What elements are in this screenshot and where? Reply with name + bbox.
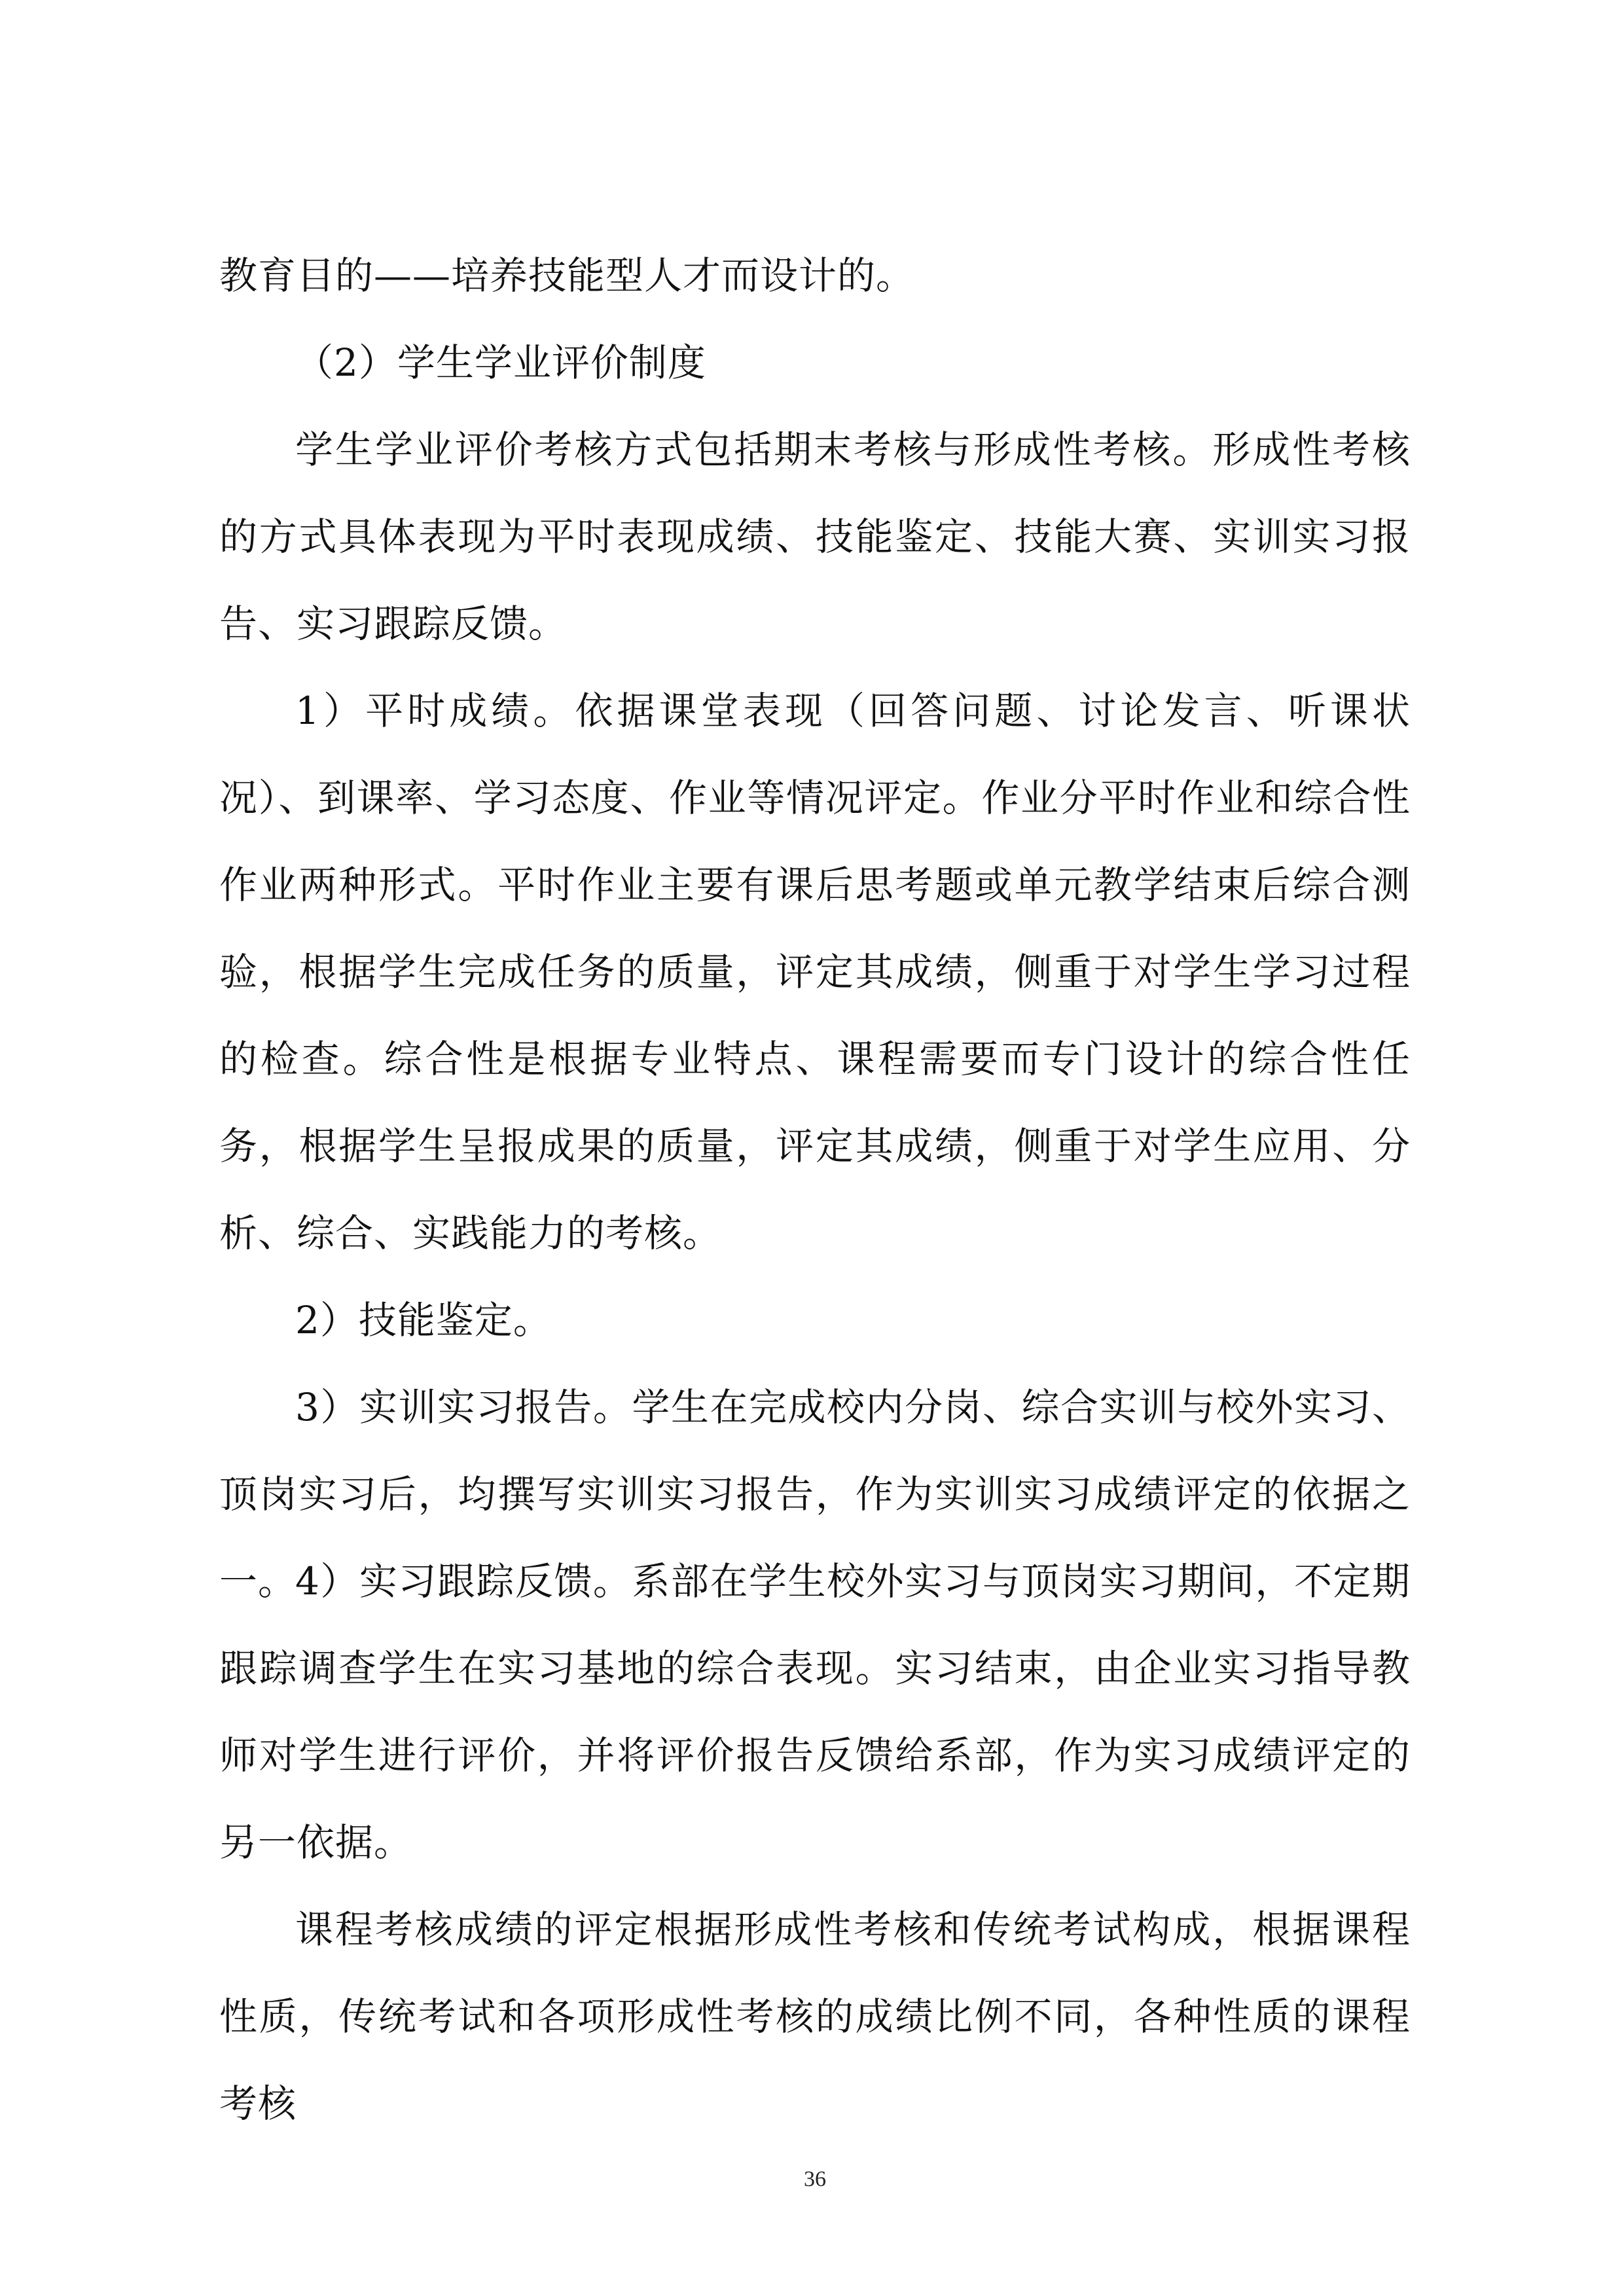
page-number: 36: [804, 2167, 826, 2191]
document-page: [219, 0, 1411, 2296]
paragraph-internship-report: 3）实训实习报告。学生在完成校内分岗、综合实训与校外实习、顶岗实习后，均撰写实训实习报告，作为实训实习成绩评定的依据之一。: [219, 1385, 1411, 1604]
paragraph-course-assessment: 课程考核成绩的评定根据形成性考核和传统考试构成，根据课程性质，传统考试和各项形成性考核的成绩比例不同，各种性质的课程考核: [219, 1907, 1411, 2126]
paragraph-regular-grades: 1）平时成绩。依据课堂表现（回答问题、讨论发言、听课状况）、到课率、学习态度、作业等情况评定。作业分平时作业和综合性作业两种形式。平时作业主要有课后思考题或单元教学结束后综合测验，根据学生完成任务的质量，评定其成绩，侧重于对学生学习过程的检查。综合性是根据专业特点、课程需要而专门设计的综合性任务，根据学生呈报成果的质量，评定其成绩，侧重于对学生应用、分析、综合、实践能力的考核。: [219, 689, 1411, 1255]
section-heading-student-evaluation: （2）学生学业评价制度: [295, 340, 706, 385]
paragraph-evaluation-methods: 学生学业评价考核方式包括期末考核与形成性考核。形成性考核的方式具体表现为平时表现成绩、技能鉴定、技能大赛、实训实习报告、实习跟踪反馈。: [219, 427, 1411, 646]
paragraph-skill-appraisal: 2）技能鉴定。: [295, 1298, 552, 1342]
paragraph-internship-feedback: 4）实习跟踪反馈。系部在学生校外实习与顶岗实习期间，不定期跟踪调查学生在实习基地的综合表现。实习结束，由企业实习指导教师对学生进行评价，并将评价报告反馈给系部，作为实习成绩评定的另一依据。: [219, 1559, 1411, 1865]
paragraph-continuation: 教育目的——培养技能型人才而设计的。: [219, 253, 915, 298]
